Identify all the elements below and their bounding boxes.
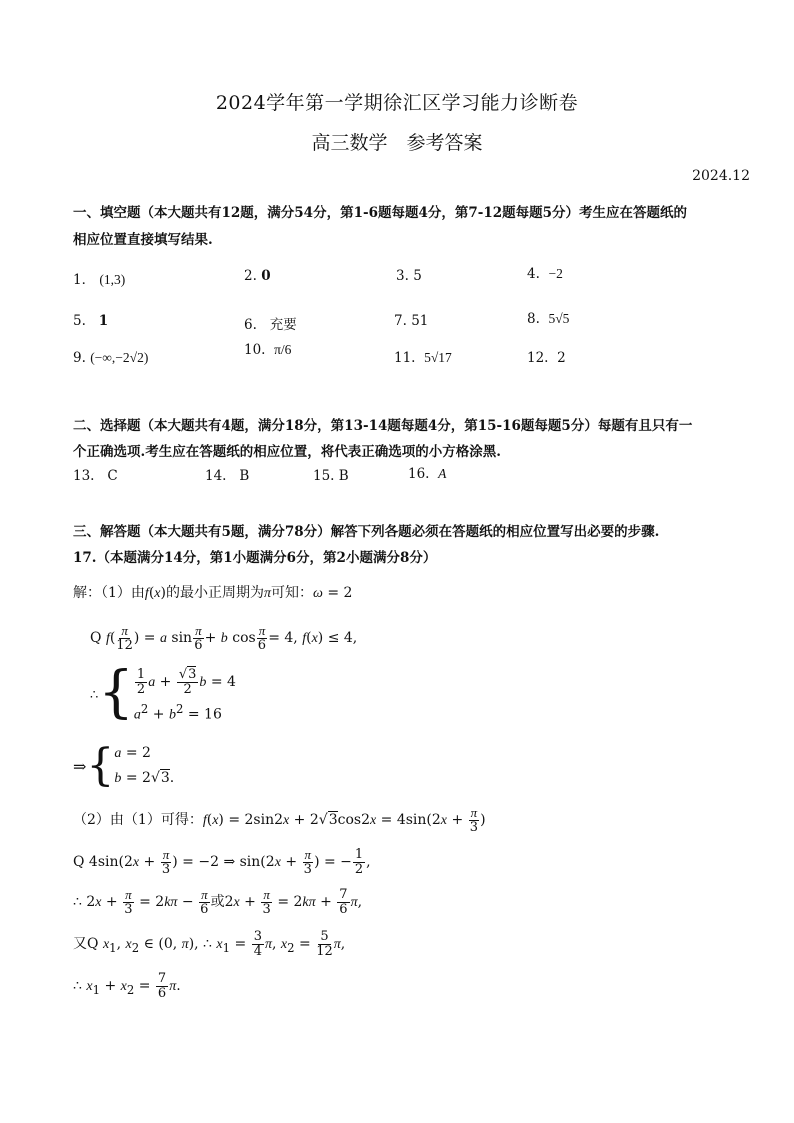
section1-heading-line2: 相应位置直接填写结果. (73, 232, 213, 248)
q17-header: 17.（本题满分14分，第1小题满分6分，第2小题满分8分） (73, 550, 437, 566)
answer-10: 10. π/6 (244, 342, 292, 358)
exam-date: 2024.12 (692, 168, 750, 184)
answer-9: 9. (−∞,−2√2) (73, 350, 149, 366)
equation-system-2: ⇒ { a = 2 b = 2√3. (73, 740, 175, 791)
section2-heading-line2: 个正确选项.考生应在答题纸的相应位置，将代表正确选项的小方格涂黑. (73, 444, 501, 460)
solution-part1-intro: 解：（1）由f(x)的最小正周期为π可知：ω = 2 (73, 585, 353, 601)
equation-system-1: ∴ { $\frac{1}{2}$ a + $\frac{√3}{2}$ b = 4 $a^2 + b^2 = 16$ (90, 659, 236, 725)
section3-heading: 三、解答题（本大题共有5题，满分78分）解答下列各题必须在答题纸的相应位置写出必要的步骤. (73, 524, 660, 540)
page-title: 2024学年第一学期徐汇区学习能力诊断卷 (215, 92, 579, 114)
solution-part2-intro: （2）由（1）可得：f(x) = 2sin2x + 2√3cos2x = 4sin(2x + $\frac{\pi}{3}$ ) (73, 805, 486, 835)
equation-sin-value: Q 4sin(2x + $\frac{\pi}{3}$ ) = −2 ⇒ sin(2x + $\frac{\pi}{3}$ ) = − $\frac{1}{2}$ , (73, 847, 371, 877)
answer-4: 4. −2 (527, 266, 563, 282)
answer-15: 15. B (313, 468, 349, 484)
answer-1: 1． (1,3) (73, 272, 126, 288)
answer-7: 7. 51 (394, 313, 429, 329)
equation-x1-x2: 又Q $x_1$, $x_2$ ∈ (0, π), ∴ $x_1$ = $\frac{3}{4}$ π, $x_2$ = $\frac{5}{12}$ π, (73, 929, 346, 959)
section1-heading-line1: 一、填空题（本大题共有12题，满分54分，第1-6题每题4分，第7-12题每题5分）考生应在答题纸的 (73, 205, 688, 221)
answer-11: 11. 5√17 (394, 350, 452, 366)
answer-3: 3. 5 (396, 268, 422, 284)
answer-8: 8. 5√5 (527, 311, 570, 327)
page-subtitle: 高三数学 参考答案 (311, 132, 483, 154)
equation-general-solution: ∴ 2x + $\frac{\pi}{3}$ = 2kπ − $\frac{\pi}{6}$ 或2x + $\frac{\pi}{3}$ = 2kπ + $\frac{7}{6}$ π, (73, 887, 363, 917)
section2-heading-line1: 二、选择题（本大题共有4题，满分18分，第13-14题每题4分，第15-16题每题5分）每题有且只有一 (73, 418, 693, 434)
equation-sum: ∴ $x_1 + x_2$ = $\frac{7}{6}$ π. (73, 971, 181, 1001)
answer-14: 14. B (205, 468, 250, 484)
answer-16: 16. A (408, 466, 447, 482)
answer-13: 13. C (73, 468, 118, 484)
answer-2: 2. 0 (244, 268, 271, 284)
equation-f-pi-12: Q f( $\frac{\pi}{12}$ ) = a sin $\frac{\pi}{6}$ + b cos $\frac{\pi}{6}$ = 4, f(x) ≤ 4, (90, 623, 358, 653)
answer-5: 5. 1 (73, 313, 109, 329)
answer-12: 12. 2 (527, 350, 566, 366)
answer-6: 6. 充要 (244, 317, 297, 333)
